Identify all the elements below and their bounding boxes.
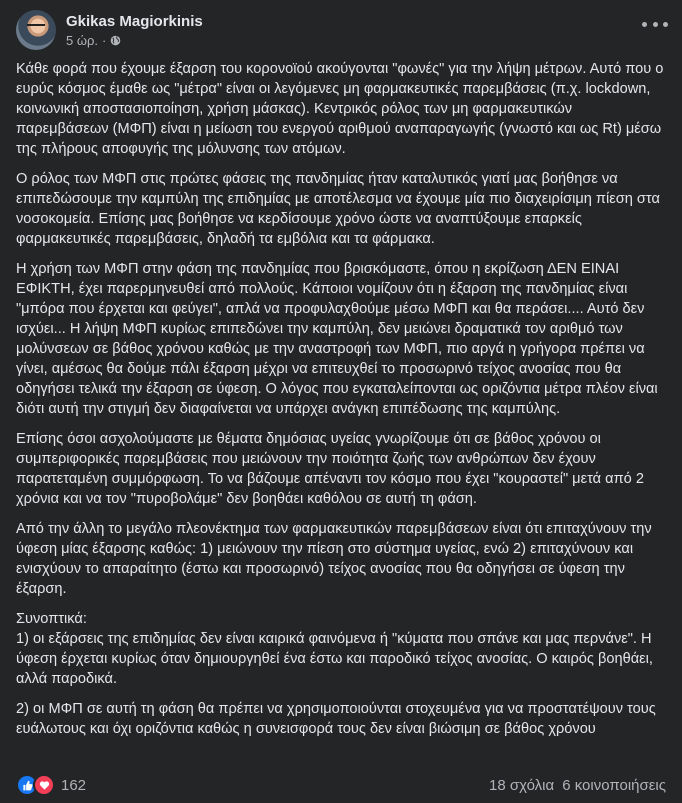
post-footer bbox=[16, 771, 666, 799]
post-paragraph: Κάθε φορά που έχουμε έξαρση του κορονοϊού ακούγονται "φωνές" για την λήψη μέτρων. Αυτό που ο ευρύς κόσμος έμαθε ως "μέτρα" είναι οι λεγόμενες μη φαρμακευτικές παρεμβάσεις (π.χ. lockdown, κοινωνική αποστασιοποίηση, χρήση μάσκας). Κεντρικός ρόλος των μη φαρμακευτικών παρεμβάσεων (ΜΦΠ) είναι η μείωση του ενεργού αριθμού αναπαραγωγής (γνωστό και ως Rt) μέσω της πλήρους αποφυγής της μόλυνσης των ατόμων. bbox=[16, 61, 664, 157]
comments-count[interactable]: 18 σχόλια bbox=[489, 776, 555, 794]
avatar[interactable] bbox=[16, 10, 56, 50]
post-meta bbox=[66, 12, 203, 49]
reaction-count[interactable]: 162 bbox=[61, 776, 87, 794]
more-options-icon[interactable] bbox=[642, 16, 668, 32]
post-paragraph: Συνοπτικά: 1) οι εξάρσεις της επιδημίας δεν είναι καιρικά φαινόμενα ή "κύματα που σπάνε και μας περνάνε". Η ύφεση έρχεται κυρίως όταν δημιουργηθεί ένα έστω και παροδικό τείχος ανοσίας. Ο καιρός βοηθάει, αλλά παροδικά. bbox=[16, 611, 653, 687]
post-stats bbox=[489, 777, 666, 794]
globe-icon bbox=[110, 35, 121, 46]
post-paragraph: Επίσης όσοι ασχολούμαστε με θέματα δημόσιας υγείας γνωρίζουμε ότι σε βάθος χρόνου οι συμπεριφορικές παρεμβάσεις που μειώνουν την ποιότητα ζωής των ανθρώπων δεν έχουν παρατεταμένη συμμόρφωση. Το να βάζουμε απέναντι τον κόσμο που έχει "κουραστεί" μετά από 2 χρόνια και να τον "πυροβολάμε" δεν βοηθάει καθόλου σε αυτή τη φάση. bbox=[16, 431, 644, 507]
post-timestamp[interactable]: 5 ώρ. bbox=[66, 32, 98, 48]
post-time-row bbox=[66, 32, 203, 49]
reactions-summary[interactable] bbox=[16, 774, 86, 796]
post-paragraph: 2) οι ΜΦΠ σε αυτή τη φάση θα πρέπει να χρησιμοποιούνται στοχευμένα για να προστατέψουν τους ευάλωτους και όχι οριζόντια καθώς η συνεισφορά τους δεν είναι βιώσιμη σε βάθος χρόνου bbox=[16, 701, 656, 737]
author-name[interactable]: Gkikas Magiorkinis bbox=[66, 12, 203, 30]
love-icon bbox=[33, 774, 55, 796]
post-text bbox=[16, 59, 668, 749]
post-paragraph: Ο ρόλος των ΜΦΠ στις πρώτες φάσεις της πανδημίας ήταν καταλυτικός γιατί μας βοήθησε να επιπεδώσουμε την καμπύλη της επιδημίας με αποτέλεσμα να έχουμε μία πιο διαχειρίσιμη πίεση στα νοσοκομεία. Επίσης μας βοήθησε να κερδίσουμε χρόνο ώστε να αναπτύξουμε επαρκείς φαρμακευτικές παρεμβάσεις, δηλαδή τα εμβόλια και τα φάρμακα. bbox=[16, 171, 660, 247]
post-paragraph: Από την άλλη το μεγάλο πλεονέκτημα των φαρμακευτικών παρεμβάσεων είναι ότι επιταχύνουν την ύφεση μίας έξαρσης καθώς: 1) μειώνουν την πίεση στο σύστημα υγείας, ενώ 2) επιταχύνουν και ενισχύουν το απαραίτητο (έστω και προσωρινό) τείχος ανοσίας που θα οδηγήσει σε ύφεση την έξαρση. bbox=[16, 521, 652, 597]
post-header bbox=[16, 10, 203, 50]
post-paragraph: Η χρήση των ΜΦΠ στην φάση της πανδημίας που βρισκόμαστε, όπου η εκρίζωση ΔΕΝ ΕΙΝΑΙ ΕΦΙΚΤΗ, έχει παρερμηνευθεί από πολλούς. Κάποιοι νομίζουν ότι η έξαρση της πανδημίας είναι "μπόρα που έρχεται και φεύγει", απλά να προφυλαχθούμε μέσω ΜΦΠ και θα περάσει.... Αυτό δεν ισχύει... Η λήψη ΜΦΠ κυρίως επιπεδώνει την καμπύλη, δεν μειώνει δραματικά τον αριθμό των μολύνσεων σε βάθος χρόνου καθώς με την αναστροφή των ΜΦΠ, πιο αργά η γρήγορα πρέπει να γίνει, αμέσως θα δούμε πάλι έξαρση μέχρι να επιτευχθεί το προσωρινό τείχος ανοσίας που θα οδηγήσει τελικά την έξαρση σε ύφεση. Ο λόγος που εγκαταλείπονται ως οριζόντια μέτρα πλέον είναι διότι αυτή την στιγμή δεν διαφαίνεται να υπάρχει ανάγκη επιπέδωσης της καμπύλης. bbox=[16, 261, 658, 417]
shares-count[interactable]: 6 κοινοποιήσεις bbox=[562, 776, 666, 794]
separator: · bbox=[102, 32, 107, 48]
